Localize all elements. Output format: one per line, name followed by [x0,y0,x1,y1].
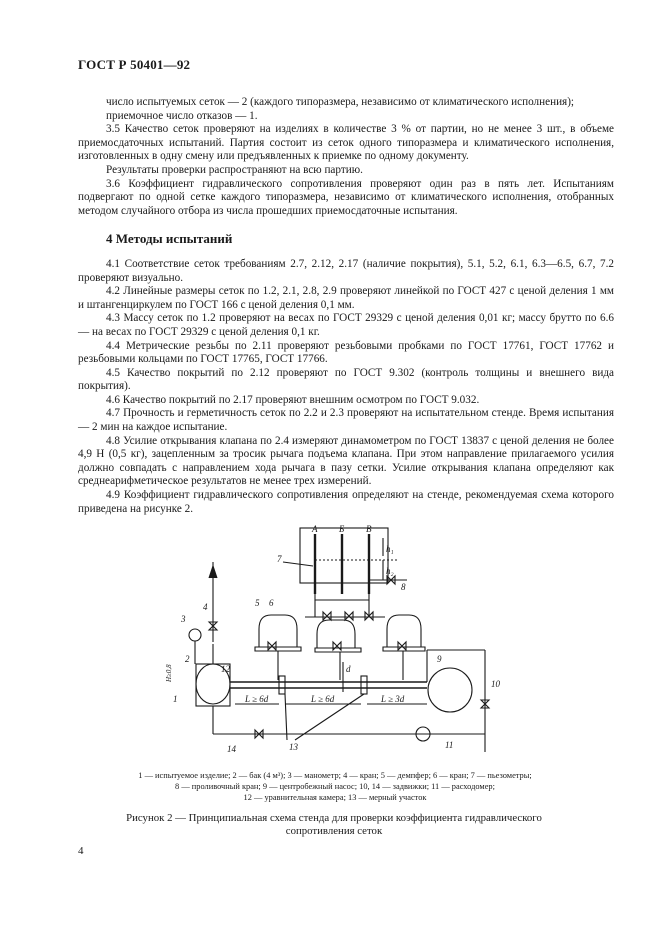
label-h2: h₂ [386,566,394,576]
label-2: 2 [185,654,190,664]
paragraph: 4.8 Усилие открывания клапана по 2.4 измеряют динамометром по ГОСТ 13837 с ценой деления не более 4,9 Н (0,5 кг), зацепленным за тросик рычага подъема клапана. При этом направление прилагаемого усилия должно совпадать с направлением хода рычага в пазу сетки. Усилие открывания клапана определяют как среднеарифметическое результатов не менее трех измерений. [78,434,614,488]
document-header: ГОСТ Р 50401—92 [78,57,191,72]
top-paragraphs [78,96,614,218]
paragraph: 3.6 Коэффициент гидравлического сопротивления проверяют один раз в пять лет. Испытаниям подвергают по одной сетке каждого типоразмера, независимо от климатического исполнения, отобранных методом случайного отбора из числа прошедших приемосдаточные испытания. [78,177,614,217]
label-12: 12 [221,664,230,674]
label-4: 4 [203,602,208,612]
label-d: d [346,664,351,674]
label-10: 10 [491,679,500,689]
legend-line: 8 — проливочный кран; 9 — центробежный насос; 10, 14 — задвижки; 11 — расходомер; [175,782,495,791]
paragraph: приемочное число отказов — 1. [106,109,258,122]
label-1: 1 [173,694,178,704]
label-14: 14 [227,744,236,754]
label-11: 11 [445,740,454,750]
label-tube-b: Б [339,524,345,534]
label-tube-a: А [312,524,318,534]
figure-legend [100,770,570,803]
label-h1: h₁ [386,544,394,554]
label-9: 9 [437,654,442,664]
legend-line: 1 — испытуемое изделие; 2 — бак (4 м³); 3 — манометр; 4 — кран; 5 — демпфер; 6 — кран; 7 — пьезометры; [138,771,532,780]
label-tube-v: В [366,524,372,534]
diagram-svg [165,522,537,768]
label-13: 13 [289,742,298,752]
paragraph: 4.7 Прочность и герметичность сеток по 2.2 и 2.3 проверяют на испытательном стенде. Время испытания — 2 мин на каждое испытание. [78,407,614,434]
paragraph: Результаты проверки распространяют на всю партию. [106,163,363,176]
paragraph: число испытуемых сеток — 2 (каждого типоразмера, независимо от климатического исполнения); [106,96,575,108]
label-l2: L ≥ 6d [311,694,335,704]
bottom-paragraphs [78,258,614,516]
piezometer-board [300,528,388,583]
test-stand-diagram [165,522,537,768]
label-6: 6 [269,598,274,608]
section-title: 4 Методы испытаний [106,231,233,247]
paragraph: 4.1 Соответствие сеток требованиям 2.7, 2.12, 2.17 (наличие покрытия), 5.1, 5.2, 6.1, 6.3—6.5, 6.7, 7.2 проверяют визуально. [78,257,614,284]
label-l3: L ≥ 3d [381,694,405,704]
paragraph: 4.6 Качество покрытий по 2.17 проверяют внешним осмотром по ГОСТ 9.032. [106,393,480,406]
body-text [78,96,614,516]
paragraph: 4.3 Массу сеток по 1.2 проверяют на весах по ГОСТ 29329 с ценой деления 0,01 кг; массу брутто по 6.6 — на весах по ГОСТ 29329 с ценой деления 0,1 кг. [78,312,614,338]
page-number: 4 [78,845,84,857]
figure-caption: Рисунок 2 — Принципиальная схема стенда для проверки коэффициента гидравлического сопротивления сеток [126,812,542,837]
paragraph: 4.2 Линейные размеры сеток по 1.2, 2.1, 2.8, 2.9 проверяют линейкой по ГОСТ 427 с ценой деления 1 мм и штангенциркулем по ГОСТ 166 с ценой деления 0,1 мм. [78,285,614,311]
label-8: 8 [401,582,406,592]
legend-line: 12 — уравнительная камера; 13 — мерный участок [243,793,427,802]
label-5: 5 [255,598,260,608]
paragraph: 3.5 Качество сеток проверяют на изделиях в количестве 3 % от партии, но не менее 3 шт., в объеме приемосдаточных испытаний. Партия состоит из сеток одного типоразмера и климатического исполнения, изготовленных в одну смену или предъявленных к приемке по одному документу. [78,123,614,163]
label-7: 7 [277,554,282,564]
label-h-min: H≥0,8 [165,664,173,682]
paragraph: 4.9 Коэффициент гидравлического сопротивления определяют на стенде, рекомендуемая схема которого приведена на рисунке 2. [78,489,614,515]
label-3: 3 [181,614,186,624]
label-l1: L ≥ 6d [245,694,269,704]
paragraph: 4.5 Качество покрытий по 2.12 проверяют по ГОСТ 9.302 (контроль толщины и внешнего вида покрытия). [78,366,614,393]
paragraph: 4.4 Метрические резьбы по 2.11 проверяют резьбовыми пробками по ГОСТ 17761, ГОСТ 17762 и резьбовыми кольцами по ГОСТ 17765, ГОСТ 17766. [78,339,614,366]
